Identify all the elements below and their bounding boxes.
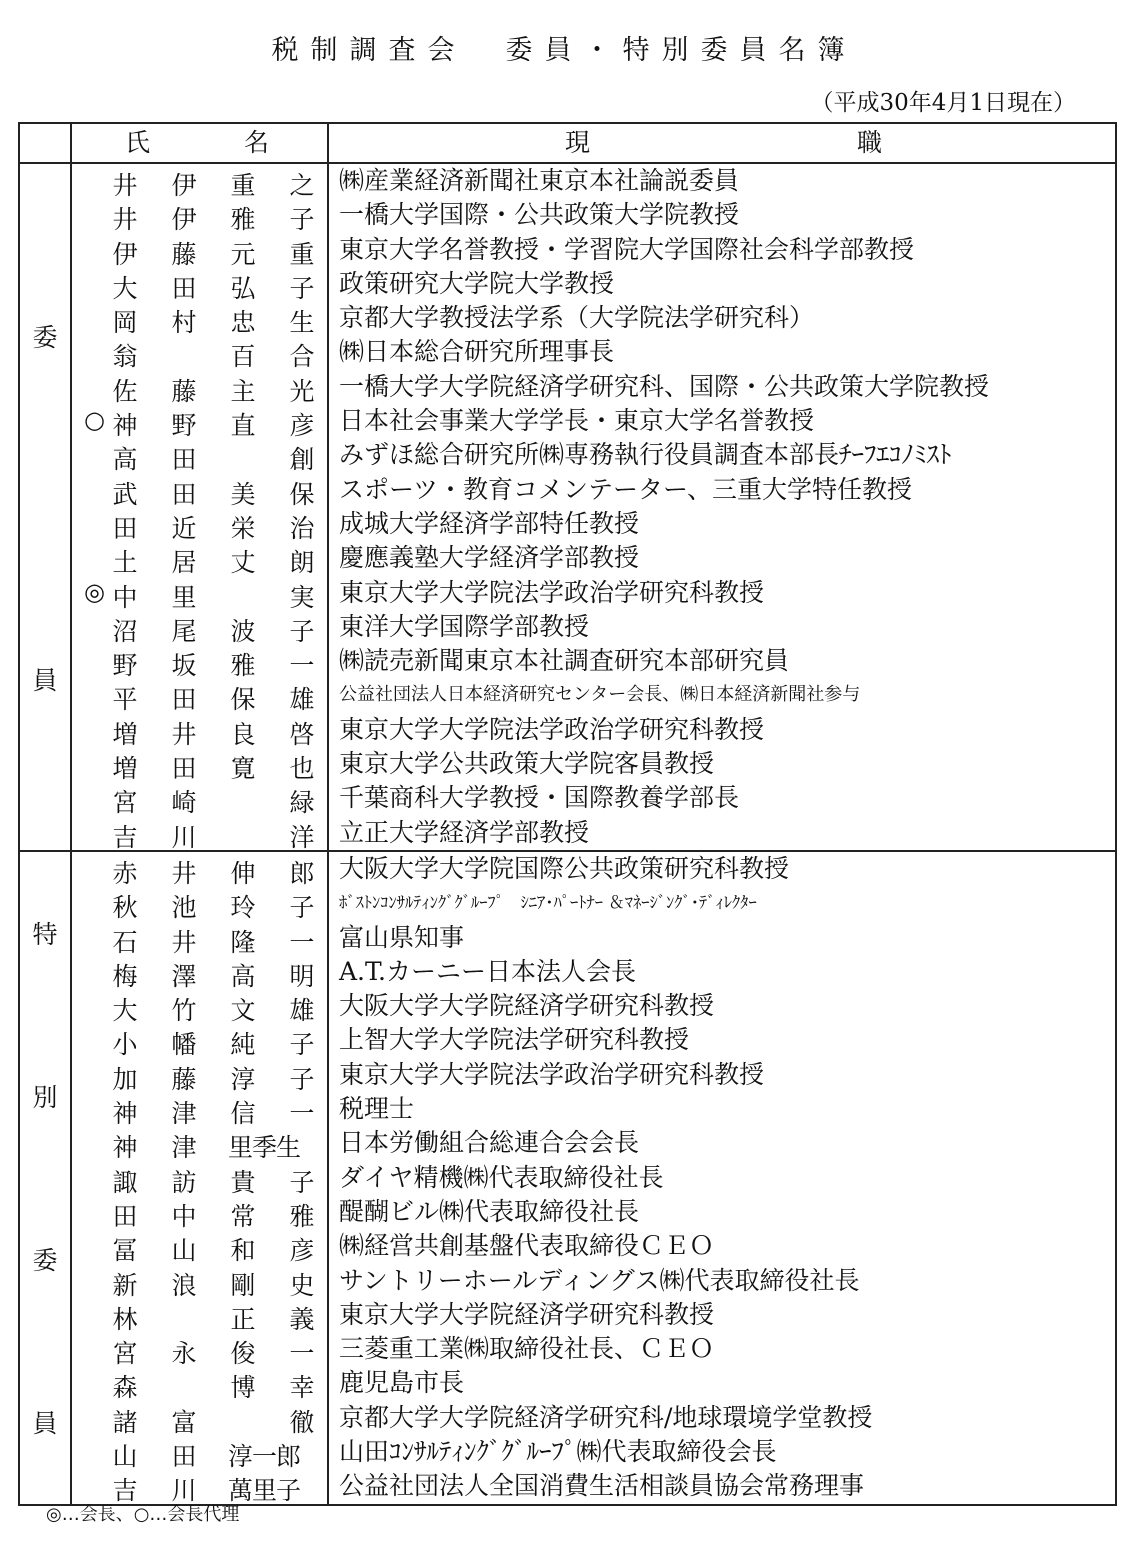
member-name-char: 常	[230, 1201, 256, 1230]
member-name-char: 純	[230, 1030, 256, 1058]
member-name-char: 玲	[230, 893, 256, 921]
member-name-char: 一	[289, 1339, 315, 1367]
member-post-cell: 醍醐ビル㈱代表取締役社長	[328, 1195, 1116, 1229]
document-title: 税制調査会 委員・特別委員名簿	[271, 35, 857, 66]
table-row	[19, 1298, 1116, 1332]
member-name-char: 直	[230, 411, 256, 439]
member-name-char: 高	[112, 445, 138, 473]
table-row	[19, 507, 1116, 541]
member-name-char: 伊	[112, 239, 138, 267]
member-post-cell: 東京大学大学院法学政治学研究科教授	[328, 576, 1116, 610]
member-name-char: 浪	[171, 1270, 197, 1298]
member-name-cell	[71, 1161, 328, 1195]
member-name-char: 小	[112, 1030, 138, 1058]
member-post-cell: 京都大学教授法学系（大学院法学研究科）	[328, 301, 1116, 335]
post-header-cell	[328, 123, 1116, 163]
member-name-char: 宮	[112, 788, 138, 816]
table-row	[19, 541, 1116, 575]
table-row	[19, 370, 1116, 404]
table-row	[19, 713, 1116, 747]
as-of-date: （平成30年4月1日現在）	[810, 90, 1076, 116]
roster-body	[19, 163, 1116, 1505]
member-name-char: 田	[171, 1442, 197, 1470]
member-name-char: 神	[112, 411, 138, 439]
member-name-char: 保	[289, 479, 315, 507]
member-name-char: 藤	[171, 239, 197, 267]
member-name-char: 之	[289, 171, 315, 199]
group-label-char: 員	[32, 1409, 58, 1439]
group-header-cell	[19, 123, 71, 163]
member-name-char: 神	[112, 1099, 138, 1127]
member-name-char: 土	[112, 548, 138, 576]
member-post-cell: ㈱読売新聞東京本社調査研究本部研究員	[328, 644, 1116, 678]
group-label-cell	[19, 163, 71, 851]
member-name-char: 赤	[112, 859, 138, 887]
member-name-cell	[71, 921, 328, 955]
group-label-char: 委	[32, 1246, 58, 1276]
member-post-cell: 千葉商科大学教授・国際教養学部長	[328, 781, 1116, 815]
member-name-char: 高	[230, 961, 256, 990]
table-row	[19, 1229, 1116, 1263]
member-name-char: 光	[289, 376, 315, 405]
group-label-cell	[19, 851, 71, 1505]
member-name-char: 和	[230, 1236, 256, 1264]
member-name-char: 博	[230, 1373, 256, 1401]
member-name-char: 津	[171, 1133, 197, 1161]
member-name-char: 川	[171, 1476, 197, 1505]
member-name-char: 淳	[230, 1064, 256, 1093]
table-row	[19, 610, 1116, 644]
member-name-cell	[71, 267, 328, 301]
member-name-cell	[71, 1229, 328, 1263]
member-name-char: 加	[112, 1064, 138, 1093]
member-name-char: 義	[289, 1304, 315, 1333]
table-row	[19, 781, 1116, 815]
table-row	[19, 267, 1116, 301]
member-name-cell	[71, 781, 328, 815]
member-name-char: 治	[289, 513, 315, 542]
member-post-cell: 政策研究大学院大学教授	[328, 267, 1116, 301]
member-name-char: 生	[289, 308, 315, 336]
member-name-char: 幡	[171, 1030, 197, 1058]
table-row	[19, 335, 1116, 369]
table-row	[19, 644, 1116, 678]
member-name-cell	[71, 233, 328, 267]
member-name-cell	[71, 644, 328, 678]
member-roster-table	[18, 122, 1117, 1506]
member-name-cell	[71, 1298, 328, 1332]
table-row	[19, 1195, 1116, 1229]
member-name-char: 中	[112, 582, 138, 610]
member-name-char: 丈	[230, 548, 256, 576]
member-name-char: 忠	[230, 308, 256, 336]
member-name-char: 田	[171, 445, 197, 473]
name-header-cell	[71, 123, 328, 163]
member-post-cell: 三菱重工業㈱取締役社長、ＣＥＯ	[328, 1332, 1116, 1366]
member-name-char: 森	[112, 1373, 138, 1401]
member-post-cell: スポーツ・教育コメンテーター、三重大学特任教授	[328, 473, 1116, 507]
member-name-char: 大	[112, 996, 138, 1024]
member-name-char: 崎	[171, 788, 197, 816]
member-name-char: 徹	[289, 1407, 315, 1436]
member-name-char: 啓	[289, 719, 315, 748]
member-name-char: 雅	[230, 205, 256, 233]
member-name-char: 坂	[171, 651, 197, 679]
member-name-char: 沼	[112, 616, 138, 645]
member-post-cell: 成城大学経済学部特任教授	[328, 507, 1116, 541]
member-name-char: 梅	[112, 961, 138, 990]
member-name-char: 居	[171, 548, 197, 576]
table-row	[19, 851, 1116, 886]
member-name-char: 神	[112, 1133, 138, 1161]
member-name-cell	[71, 989, 328, 1023]
member-name-char: 武	[112, 479, 138, 507]
member-name-char: 淳一郎	[228, 1442, 301, 1470]
member-name-char: 山	[171, 1236, 197, 1264]
table-row	[19, 1058, 1116, 1092]
member-name-char: 百	[230, 342, 256, 370]
member-post-cell: 一橋大学大学院経済学研究科、国際・公共政策大学院教授	[328, 370, 1116, 404]
member-name-char: 雅	[289, 1201, 315, 1230]
member-name-char: 田	[112, 1201, 138, 1230]
member-name-char: 剛	[230, 1270, 256, 1298]
member-post-cell: 山田ｺﾝｻﾙﾃｨﾝｸﾞｸﾞﾙｰﾌﾟ㈱代表取締役会長	[328, 1435, 1116, 1469]
table-row	[19, 163, 1116, 198]
member-name-cell	[71, 816, 328, 851]
table-row	[19, 198, 1116, 232]
member-name-cell	[71, 473, 328, 507]
member-post-cell: 東京大学名誉教授・学習院大学国際社会科学部教授	[328, 233, 1116, 267]
member-name-cell	[71, 1195, 328, 1229]
member-name-char: 弘	[230, 273, 256, 302]
member-name-char: 也	[289, 754, 315, 782]
group-label-char: 委	[32, 322, 58, 352]
member-name-char: 田	[171, 479, 197, 507]
member-post-cell: 上智大学大学院法学研究科教授	[328, 1023, 1116, 1057]
member-name-char: 栄	[230, 513, 256, 542]
member-name-char: 幸	[289, 1373, 315, 1401]
member-name-char: 主	[230, 376, 256, 405]
member-name-cell	[71, 507, 328, 541]
member-name-char: 実	[289, 582, 315, 610]
member-name-cell	[71, 370, 328, 404]
member-name-cell	[71, 1058, 328, 1092]
member-post-cell: 大阪大学大学院国際公共政策研究科教授	[328, 851, 1116, 886]
member-name-char: 子	[289, 1064, 315, 1093]
member-name-char: 津	[171, 1099, 197, 1127]
table-row	[19, 301, 1116, 335]
member-name-char: 貴	[230, 1167, 256, 1195]
table-row	[19, 1264, 1116, 1298]
member-post-cell: 東京大学大学院法学政治学研究科教授	[328, 1058, 1116, 1092]
table-row	[19, 473, 1116, 507]
member-name-char: 大	[112, 273, 138, 302]
member-name-char: 雅	[230, 651, 256, 679]
member-name-char: 増	[112, 754, 138, 782]
member-name-char: 吉	[112, 822, 138, 851]
member-name-cell	[71, 335, 328, 369]
member-name-cell	[71, 713, 328, 747]
member-post-cell: サントリーホールディングス㈱代表取締役社長	[328, 1264, 1116, 1298]
member-post-cell: 東京大学公共政策大学院客員教授	[328, 747, 1116, 781]
member-name-char: 野	[171, 411, 197, 439]
member-name-char: 訪	[171, 1167, 197, 1195]
member-name-char: 創	[289, 445, 315, 473]
member-name-char: 中	[171, 1201, 197, 1230]
table-row	[19, 438, 1116, 472]
member-name-char: 洋	[289, 822, 315, 851]
member-post-cell: 鹿児島市長	[328, 1366, 1116, 1400]
member-post-cell: 大阪大学大学院経済学研究科教授	[328, 989, 1116, 1023]
member-name-char: 里季生	[228, 1133, 301, 1161]
table-row	[19, 816, 1116, 851]
member-name-char: 野	[112, 651, 138, 679]
member-name-char: 井	[171, 719, 197, 748]
member-name-cell	[71, 163, 328, 198]
member-name-char: 岡	[112, 308, 138, 336]
member-name-char: 伸	[230, 859, 256, 887]
member-name-char: 子	[289, 1167, 315, 1195]
member-name-cell	[71, 886, 328, 920]
table-row	[19, 1161, 1116, 1195]
member-post-cell: ㈱日本総合研究所理事長	[328, 335, 1116, 369]
member-post-cell: 税理士	[328, 1092, 1116, 1126]
member-name-char: 尾	[171, 616, 197, 645]
member-post-cell: みずほ総合研究所㈱専務執行役員調査本部長ﾁｰﾌｴｺﾉﾐｽﾄ	[328, 438, 1116, 472]
member-name-char: 池	[171, 893, 197, 921]
table-row	[19, 921, 1116, 955]
post-header-label-1: 現	[565, 128, 591, 157]
member-name-char: 子	[289, 205, 315, 233]
table-row	[19, 1126, 1116, 1160]
footnote: ◎…会長、○…会長代理	[46, 1504, 240, 1525]
member-name-char: 一	[289, 927, 315, 955]
member-name-char: 彦	[289, 1236, 315, 1264]
table-row	[19, 233, 1116, 267]
member-name-cell	[71, 301, 328, 335]
member-name-char: 秋	[112, 893, 138, 921]
table-row	[19, 1401, 1116, 1435]
member-name-char: 波	[230, 616, 256, 645]
group-label-char: 員	[32, 665, 58, 695]
table-row	[19, 1023, 1116, 1057]
table-row	[19, 989, 1116, 1023]
member-name-char: 美	[230, 479, 256, 507]
member-name-char: 田	[112, 513, 138, 542]
member-post-cell: ㈱経営共創基盤代表取締役ＣＥＯ	[328, 1229, 1116, 1263]
post-header-label-2: 職	[857, 128, 883, 157]
member-name-cell	[71, 404, 328, 438]
role-mark: ◎	[84, 577, 105, 606]
table-row	[19, 404, 1116, 438]
member-name-char: 保	[230, 685, 256, 713]
member-name-char: 田	[171, 754, 197, 782]
member-name-char: 平	[112, 685, 138, 713]
member-name-char: 諏	[112, 1167, 138, 1195]
member-name-char: 川	[171, 822, 197, 851]
member-name-char: 彦	[289, 411, 315, 439]
member-name-cell	[71, 851, 328, 886]
member-post-cell: 富山県知事	[328, 921, 1116, 955]
member-name-char: 隆	[230, 927, 256, 955]
table-row	[19, 747, 1116, 781]
member-name-char: 増	[112, 719, 138, 748]
table-header-row	[19, 123, 1116, 163]
member-name-cell	[71, 1092, 328, 1126]
member-name-char: 竹	[171, 996, 197, 1024]
member-name-char: 雄	[289, 996, 315, 1024]
name-header-label-2: 名	[244, 128, 270, 157]
member-name-char: 子	[289, 273, 315, 302]
member-post-cell: 立正大学経済学部教授	[328, 816, 1116, 851]
member-name-char: 佐	[112, 376, 138, 405]
member-post-cell: A.T.カーニー日本法人会長	[328, 955, 1116, 989]
member-name-char: 宮	[112, 1339, 138, 1367]
member-name-char: 子	[289, 1030, 315, 1058]
member-name-char: 子	[289, 893, 315, 921]
member-name-char: 一	[289, 1099, 315, 1127]
member-post-cell: 公益社団法人日本経済研究センター会長、㈱日本経済新聞社参与	[328, 678, 1116, 712]
member-name-char: 俊	[230, 1339, 256, 1367]
member-name-char: 山	[112, 1442, 138, 1470]
member-name-char: 史	[289, 1270, 315, 1298]
member-name-char: 村	[171, 308, 197, 336]
member-name-cell	[71, 678, 328, 712]
table-row	[19, 1366, 1116, 1400]
member-post-cell: ㈱産業経済新聞社東京本社論説委員	[328, 163, 1116, 198]
member-name-char: 近	[171, 513, 197, 542]
member-name-char: 寛	[230, 754, 256, 782]
member-name-char: 里	[171, 582, 197, 610]
member-name-char: 萬里子	[228, 1476, 301, 1505]
member-name-char: 田	[171, 273, 197, 302]
member-name-cell	[71, 1401, 328, 1435]
member-name-cell	[71, 747, 328, 781]
member-name-char: 井	[112, 205, 138, 233]
member-name-char: 翁	[112, 342, 138, 370]
table-row	[19, 1435, 1116, 1469]
member-name-char: 雄	[289, 685, 315, 713]
member-name-cell	[71, 541, 328, 575]
member-name-char: 郎	[289, 859, 315, 887]
member-name-cell	[71, 955, 328, 989]
member-name-cell	[71, 1126, 328, 1160]
table-row	[19, 1092, 1116, 1126]
member-name-char: 富	[171, 1407, 197, 1436]
member-post-cell: 東京大学大学院経済学研究科教授	[328, 1298, 1116, 1332]
member-post-cell: ダイヤ精機㈱代表取締役社長	[328, 1161, 1116, 1195]
group-label-char: 特	[32, 920, 58, 950]
member-post-cell: 一橋大学国際・公共政策大学院教授	[328, 198, 1116, 232]
member-name-cell	[71, 610, 328, 644]
member-name-char: 重	[230, 171, 256, 199]
member-name-char: 田	[171, 685, 197, 713]
member-name-char: 緑	[289, 788, 315, 816]
table-row	[19, 678, 1116, 712]
member-name-cell	[71, 1332, 328, 1366]
member-post-cell: 東京大学大学院法学政治学研究科教授	[328, 713, 1116, 747]
member-name-cell	[71, 1023, 328, 1057]
member-name-char: 伊	[171, 205, 197, 233]
member-post-cell: 東洋大学国際学部教授	[328, 610, 1116, 644]
member-name-char: 林	[112, 1304, 138, 1333]
member-name-char: 井	[112, 171, 138, 199]
member-post-cell: 日本労働組合総連合会会長	[328, 1126, 1116, 1160]
member-name-char: 伊	[171, 171, 197, 199]
table-row	[19, 886, 1116, 920]
member-name-cell	[71, 1264, 328, 1298]
table-row	[19, 1332, 1116, 1366]
member-name-char: 藤	[171, 376, 197, 405]
member-name-char: 文	[230, 996, 256, 1024]
member-name-char: 藤	[171, 1064, 197, 1093]
member-name-cell	[71, 1366, 328, 1400]
member-name-char: 朗	[289, 548, 315, 576]
member-name-char: 信	[230, 1099, 256, 1127]
role-mark: ○	[84, 406, 105, 435]
member-name-cell	[71, 1435, 328, 1469]
member-name-char: 明	[289, 961, 315, 990]
member-name-char: 合	[289, 342, 315, 370]
member-name-char: 元	[230, 239, 256, 267]
member-name-char: 澤	[171, 961, 197, 990]
table-row	[19, 955, 1116, 989]
member-name-char: 井	[171, 927, 197, 955]
member-post-cell: 慶應義塾大学経済学部教授	[328, 541, 1116, 575]
member-name-char: 石	[112, 927, 138, 955]
group-label-char: 別	[32, 1083, 58, 1113]
member-name-char: 冨	[112, 1236, 138, 1264]
member-name-char: 重	[289, 239, 315, 267]
member-post-cell: 京都大学大学院経済学研究科/地球環境学堂教授	[328, 1401, 1116, 1435]
member-name-cell	[71, 438, 328, 472]
member-name-cell	[71, 576, 328, 610]
member-name-cell	[71, 198, 328, 232]
member-name-char: 新	[112, 1270, 138, 1298]
member-name-char: 良	[230, 719, 256, 748]
table-row	[19, 576, 1116, 610]
member-name-char: 正	[230, 1304, 256, 1333]
member-name-char: 一	[289, 651, 315, 679]
member-name-char: 永	[171, 1339, 197, 1367]
member-name-char: 吉	[112, 1476, 138, 1505]
member-post-cell: 日本社会事業大学学長・東京大学名誉教授	[328, 404, 1116, 438]
member-name-char: 諸	[112, 1407, 138, 1436]
member-post-cell: ﾎﾞｽﾄﾝｺﾝｻﾙﾃｨﾝｸﾞｸﾞﾙｰﾌﾟ ｼﾆｱ･ﾊﾟｰﾄﾅｰ ＆ﾏﾈｰｼﾞﾝｸﾞ･ﾃﾞｨﾚｸﾀｰ	[328, 886, 1116, 920]
member-name-char: 子	[289, 616, 315, 645]
member-post-cell: 公益社団法人全国消費生活相談員協会常務理事	[328, 1469, 1116, 1504]
name-header-label-1: 氏	[125, 128, 151, 157]
member-name-char: 井	[171, 859, 197, 887]
